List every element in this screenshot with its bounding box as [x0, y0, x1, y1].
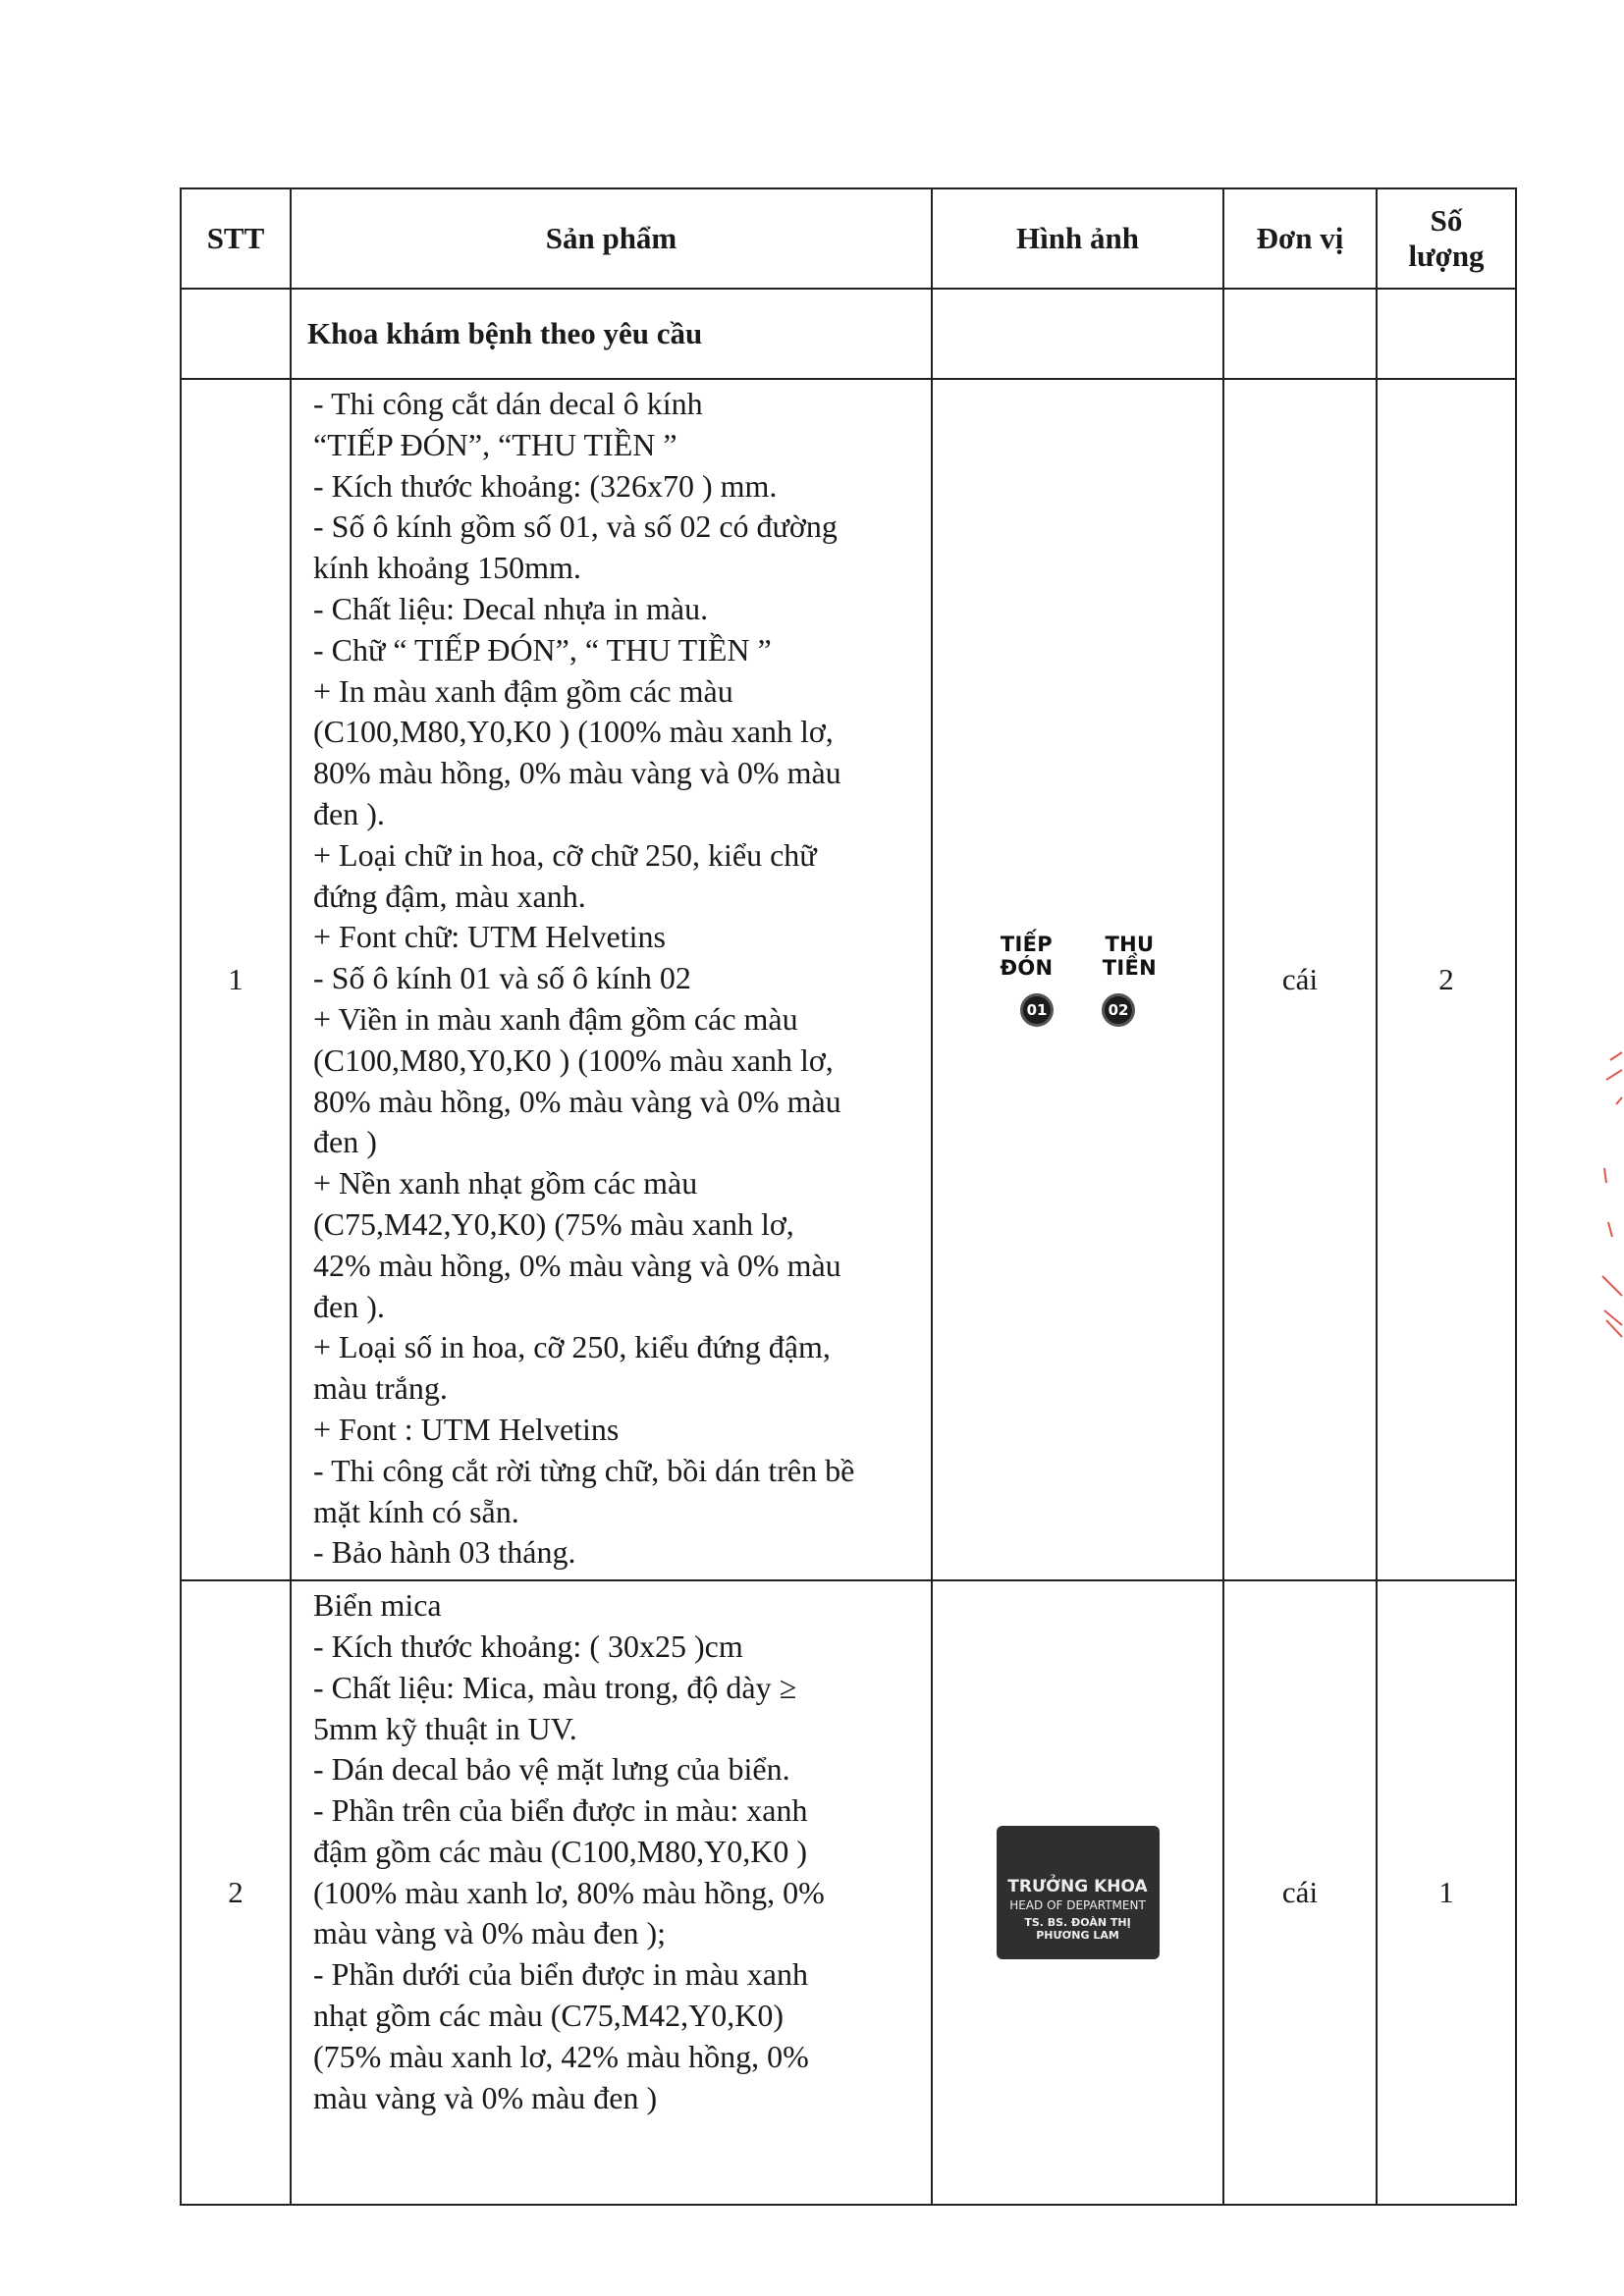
section-empty-cell [1223, 289, 1377, 379]
description-line: đứng đậm, màu xanh. [313, 878, 586, 914]
row-unit: cái [1223, 1580, 1377, 2205]
description-line: + In màu xanh đậm gồm các màu [313, 672, 733, 709]
description-line: + Loại số in hoa, cỡ 250, kiểu đứng đậm, [313, 1329, 831, 1365]
row-image-cell [932, 1580, 1223, 2205]
description-line: Biển mica [313, 1587, 442, 1624]
description-line: + Loại chữ in hoa, cỡ chữ 250, kiểu chữ [313, 836, 817, 873]
description-line: + Nền xanh nhạt gồm các màu [313, 1165, 698, 1201]
description-line: đen ) [313, 1124, 377, 1160]
description-line: (C100,M80,Y0,K0 ) (100% màu xanh lơ, [313, 714, 834, 750]
red-stamp-edge [1565, 1050, 1624, 1345]
section-row [181, 289, 1516, 379]
decal-word-reception: TIẾP ĐÓN [1000, 933, 1054, 981]
description-line: “TIẾP ĐÓN”, “THU TIỀN ” [313, 426, 677, 462]
product-spec-table [180, 187, 1517, 2206]
description-line: - Kích thước khoảng: (326x70 ) mm. [313, 467, 778, 504]
description-line: (C100,M80,Y0,K0 ) (100% màu xanh lơ, [313, 1041, 834, 1078]
section-title: Khoa khám bệnh theo yêu cầu [291, 289, 932, 379]
row-unit: cái [1223, 379, 1377, 1580]
description-line: màu vàng và 0% màu đen ) [313, 2079, 658, 2115]
description-line: + Font : UTM Helvetins [313, 1411, 620, 1447]
description-line: 42% màu hồng, 0% màu vàng và 0% màu [313, 1247, 841, 1283]
description-line: mặt kính có sẵn. [313, 1493, 519, 1529]
section-empty-cell [932, 289, 1223, 379]
description-line: - Bảo hành 03 tháng. [313, 1534, 576, 1571]
description-line: (C75,M42,Y0,K0) (75% màu xanh lơ, [313, 1205, 794, 1242]
sign-subtitle: HEAD OF DEPARTMENT [1009, 1898, 1146, 1913]
header-product: Sản phẩm [291, 188, 932, 289]
description-line: + Font chữ: UTM Helvetins [313, 919, 666, 955]
description-line: - Thi công cắt dán decal ô kính [313, 386, 703, 421]
description-line: - Chữ “ TIẾP ĐÓN”, “ THU TIỀN ” [313, 631, 772, 667]
row-description [291, 1580, 932, 2205]
row-quantity: 1 [1377, 1580, 1516, 2205]
description-line: màu trắng. [313, 1370, 448, 1407]
table-row [181, 379, 1516, 1580]
header-image: Hình ảnh [932, 188, 1223, 289]
decal-number-02: 02 [1102, 993, 1135, 1027]
description-line: đen ). [313, 795, 385, 831]
description-line: (75% màu xanh lơ, 42% màu hồng, 0% [313, 2038, 809, 2074]
section-empty-cell [1377, 289, 1516, 379]
description-line: - Kích thước khoảng: ( 30x25 )cm [313, 1628, 743, 1664]
table-header-row [181, 188, 1516, 289]
mica-sign-image [997, 1826, 1160, 1959]
description-line: + Viền in màu xanh đậm gồm các màu [313, 1000, 798, 1037]
description-line: 80% màu hồng, 0% màu vàng và 0% màu [313, 755, 841, 791]
decal-image [975, 933, 1181, 1027]
decal-number-01: 01 [1020, 993, 1054, 1027]
description-line: - Phần dưới của biển được in màu xanh [313, 1956, 808, 1993]
sign-name: TS. BS. ĐOÀN THỊ PHƯƠNG LAM [1024, 1916, 1131, 1943]
description-line: - Chất liệu: Mica, màu trong, độ dày ≥ [313, 1669, 797, 1705]
header-unit: Đơn vị [1223, 188, 1377, 289]
description-line: kính khoảng 150mm. [313, 550, 581, 586]
header-stt: STT [181, 188, 291, 289]
description-line: - Số ô kính gồm số 01, và số 02 có đường [313, 508, 838, 545]
section-empty-cell [181, 289, 291, 379]
table-row [181, 1580, 1516, 2205]
description-line: - Số ô kính 01 và số ô kính 02 [313, 960, 691, 996]
row-stt: 2 [181, 1580, 291, 2205]
description-line: 80% màu hồng, 0% màu vàng và 0% màu [313, 1083, 841, 1119]
header-quantity-line1: Số [1430, 203, 1463, 238]
description-line: nhạt gồm các màu (C75,M42,Y0,K0) [313, 1998, 785, 2034]
header-quantity [1377, 188, 1516, 289]
row-description [291, 379, 932, 1580]
header-quantity-line2: lượng [1408, 239, 1485, 273]
description-line: - Phần trên của biển được in màu: xanh [313, 1792, 808, 1829]
description-line: 5mm kỹ thuật in UV. [313, 1710, 577, 1746]
description-line: - Chất liệu: Decal nhựa in màu. [313, 590, 709, 626]
description-line: (100% màu xanh lơ, 80% màu hồng, 0% [313, 1874, 825, 1910]
row-stt: 1 [181, 379, 291, 1580]
description-line: đen ). [313, 1288, 385, 1324]
row-image-cell [932, 379, 1223, 1580]
row-quantity: 2 [1377, 379, 1516, 1580]
sign-title: TRƯỞNG KHOA [1007, 1877, 1148, 1897]
description-line: đậm gồm các màu (C100,M80,Y0,K0 ) [313, 1833, 808, 1869]
description-line: - Dán decal bảo vệ mặt lưng của biển. [313, 1751, 790, 1788]
decal-word-cashier: THU TIỀN [1102, 933, 1158, 981]
description-line: - Thi công cắt rời từng chữ, bồi dán trên bề [313, 1452, 855, 1488]
description-line: màu vàng và 0% màu đen ); [313, 1915, 666, 1951]
